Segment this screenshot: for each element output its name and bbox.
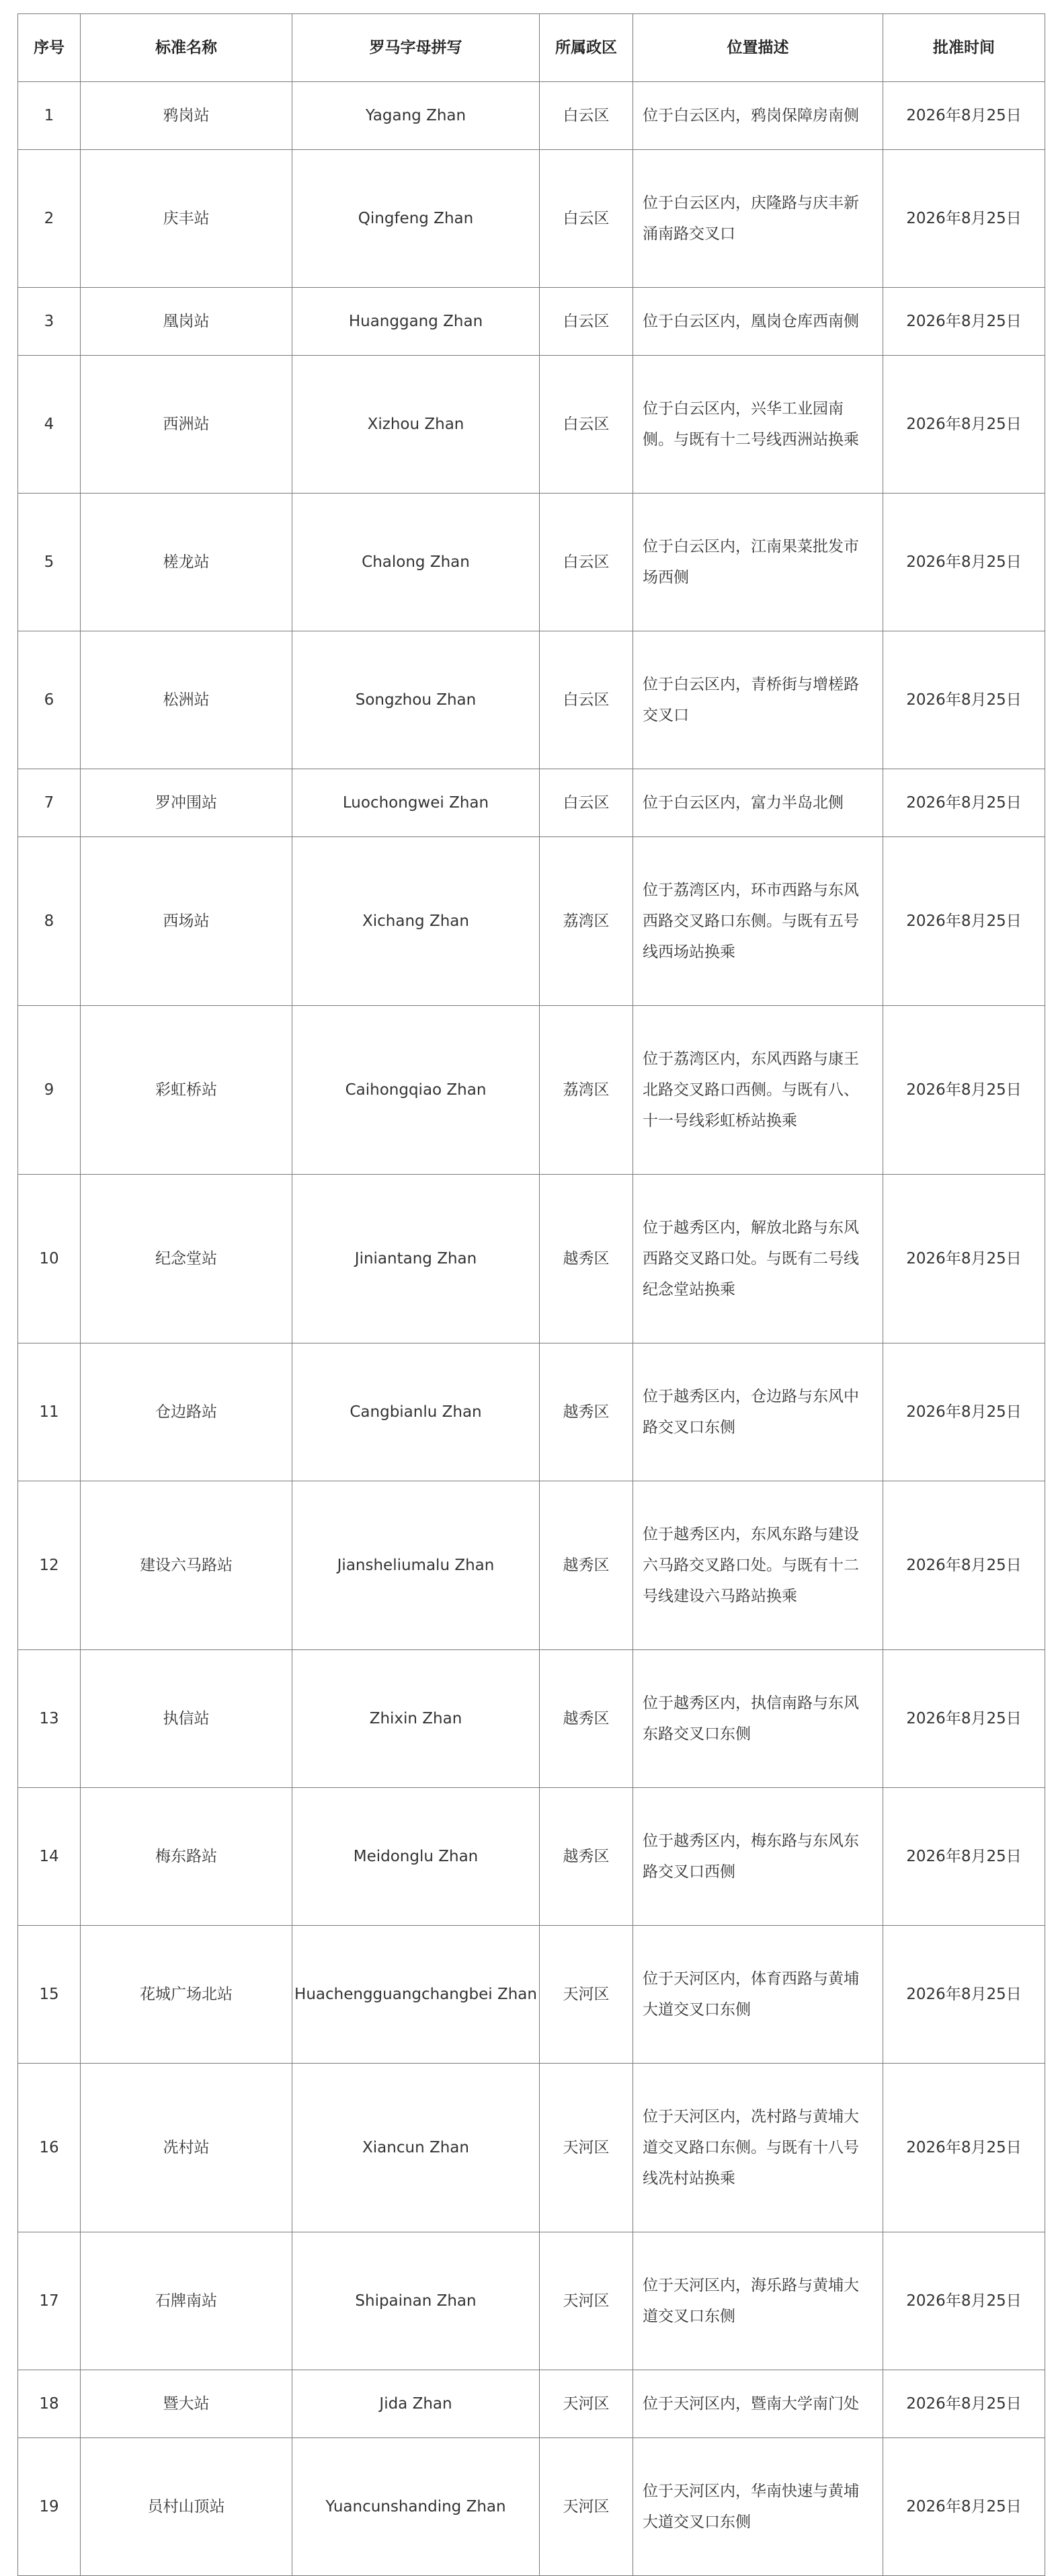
cell-roman: Luochongwei Zhan <box>292 769 540 837</box>
cell-roman: Jiansheliumalu Zhan <box>292 1481 540 1650</box>
cell-district: 天河区 <box>540 2232 633 2370</box>
table-row <box>18 288 1045 356</box>
table-header-row <box>18 14 1045 82</box>
cell-roman: Jida Zhan <box>292 2370 540 2438</box>
cell-district: 越秀区 <box>540 1175 633 1343</box>
cell-location: 位于白云区内，青桥街与增槎路交叉口 <box>633 631 883 769</box>
cell-roman: Caihongqiao Zhan <box>292 1006 540 1175</box>
cell-roman: Zhixin Zhan <box>292 1650 540 1788</box>
cell-location: 位于白云区内，兴华工业园南侧。与既有十二号线西洲站换乘 <box>633 356 883 494</box>
cell-index: 6 <box>18 631 81 769</box>
cell-approval: 2026年8月25日 <box>883 2438 1045 2576</box>
header-location: 位置描述 <box>633 14 883 82</box>
cell-location: 位于白云区内，庆隆路与庆丰新涌南路交叉口 <box>633 150 883 288</box>
cell-approval: 2026年8月25日 <box>883 1006 1045 1175</box>
cell-index: 5 <box>18 494 81 631</box>
cell-district: 天河区 <box>540 2370 633 2438</box>
cell-approval: 2026年8月25日 <box>883 82 1045 150</box>
cell-name: 员村山顶站 <box>81 2438 292 2576</box>
cell-index: 17 <box>18 2232 81 2370</box>
table-row <box>18 1006 1045 1175</box>
cell-approval: 2026年8月25日 <box>883 2064 1045 2232</box>
header-district: 所属政区 <box>540 14 633 82</box>
table-row <box>18 837 1045 1006</box>
cell-approval: 2026年8月25日 <box>883 769 1045 837</box>
cell-name: 凰岗站 <box>81 288 292 356</box>
cell-location: 位于越秀区内，梅东路与东风东路交叉口西侧 <box>633 1788 883 1926</box>
cell-roman: Shipainan Zhan <box>292 2232 540 2370</box>
header-approval: 批准时间 <box>883 14 1045 82</box>
table-row <box>18 494 1045 631</box>
cell-roman: Cangbianlu Zhan <box>292 1343 540 1481</box>
cell-location: 位于天河区内，体育西路与黄埔大道交叉口东侧 <box>633 1926 883 2064</box>
cell-approval: 2026年8月25日 <box>883 1343 1045 1481</box>
cell-location: 位于白云区内，鸦岗保障房南侧 <box>633 82 883 150</box>
cell-district: 白云区 <box>540 494 633 631</box>
cell-location: 位于荔湾区内，东风西路与康王北路交叉路口西侧。与既有八、十一号线彩虹桥站换乘 <box>633 1006 883 1175</box>
cell-approval: 2026年8月25日 <box>883 494 1045 631</box>
cell-name: 西洲站 <box>81 356 292 494</box>
cell-index: 4 <box>18 356 81 494</box>
cell-index: 12 <box>18 1481 81 1650</box>
station-names-table-container <box>17 13 1045 2576</box>
cell-name: 冼村站 <box>81 2064 292 2232</box>
cell-district: 天河区 <box>540 2064 633 2232</box>
cell-approval: 2026年8月25日 <box>883 2370 1045 2438</box>
cell-name: 西场站 <box>81 837 292 1006</box>
header-roman: 罗马字母拼写 <box>292 14 540 82</box>
cell-index: 10 <box>18 1175 81 1343</box>
table-row <box>18 1788 1045 1926</box>
cell-index: 2 <box>18 150 81 288</box>
table-row <box>18 1481 1045 1650</box>
cell-index: 16 <box>18 2064 81 2232</box>
table-row <box>18 356 1045 494</box>
cell-index: 1 <box>18 82 81 150</box>
cell-district: 天河区 <box>540 2438 633 2576</box>
cell-location: 位于白云区内，江南果菜批发市场西侧 <box>633 494 883 631</box>
cell-index: 18 <box>18 2370 81 2438</box>
cell-district: 白云区 <box>540 769 633 837</box>
cell-approval: 2026年8月25日 <box>883 1650 1045 1788</box>
cell-location: 位于白云区内，富力半岛北侧 <box>633 769 883 837</box>
cell-name: 花城广场北站 <box>81 1926 292 2064</box>
cell-district: 荔湾区 <box>540 1006 633 1175</box>
table-row <box>18 1926 1045 2064</box>
cell-index: 9 <box>18 1006 81 1175</box>
cell-name: 暨大站 <box>81 2370 292 2438</box>
cell-roman: Xiancun Zhan <box>292 2064 540 2232</box>
cell-roman: Chalong Zhan <box>292 494 540 631</box>
cell-location: 位于天河区内，华南快速与黄埔大道交叉口东侧 <box>633 2438 883 2576</box>
cell-name: 槎龙站 <box>81 494 292 631</box>
cell-district: 荔湾区 <box>540 837 633 1006</box>
cell-roman: Songzhou Zhan <box>292 631 540 769</box>
cell-index: 7 <box>18 769 81 837</box>
header-name: 标准名称 <box>81 14 292 82</box>
table-body <box>18 82 1045 2576</box>
cell-district: 越秀区 <box>540 1650 633 1788</box>
cell-name: 彩虹桥站 <box>81 1006 292 1175</box>
cell-location: 位于白云区内，凰岗仓库西南侧 <box>633 288 883 356</box>
station-names-table <box>17 13 1045 2576</box>
cell-approval: 2026年8月25日 <box>883 150 1045 288</box>
cell-approval: 2026年8月25日 <box>883 1926 1045 2064</box>
cell-district: 越秀区 <box>540 1481 633 1650</box>
cell-index: 11 <box>18 1343 81 1481</box>
table-row <box>18 82 1045 150</box>
cell-district: 白云区 <box>540 631 633 769</box>
cell-approval: 2026年8月25日 <box>883 356 1045 494</box>
cell-location: 位于天河区内，冼村路与黄埔大道交叉路口东侧。与既有十八号线冼村站换乘 <box>633 2064 883 2232</box>
table-row <box>18 1343 1045 1481</box>
cell-district: 白云区 <box>540 288 633 356</box>
cell-location: 位于越秀区内，执信南路与东风东路交叉口东侧 <box>633 1650 883 1788</box>
cell-index: 19 <box>18 2438 81 2576</box>
cell-district: 天河区 <box>540 1926 633 2064</box>
cell-approval: 2026年8月25日 <box>883 631 1045 769</box>
cell-location: 位于越秀区内，解放北路与东风西路交叉路口处。与既有二号线纪念堂站换乘 <box>633 1175 883 1343</box>
cell-name: 罗冲围站 <box>81 769 292 837</box>
cell-name: 松洲站 <box>81 631 292 769</box>
table-row <box>18 769 1045 837</box>
cell-district: 越秀区 <box>540 1788 633 1926</box>
cell-district: 白云区 <box>540 150 633 288</box>
cell-roman: Meidonglu Zhan <box>292 1788 540 1926</box>
header-index: 序号 <box>18 14 81 82</box>
table-row <box>18 631 1045 769</box>
cell-roman: Xizhou Zhan <box>292 356 540 494</box>
cell-approval: 2026年8月25日 <box>883 1788 1045 1926</box>
cell-name: 鸦岗站 <box>81 82 292 150</box>
cell-roman: Huachengguangchangbei Zhan <box>292 1926 540 2064</box>
cell-approval: 2026年8月25日 <box>883 1481 1045 1650</box>
cell-index: 15 <box>18 1926 81 2064</box>
table-row <box>18 2064 1045 2232</box>
cell-roman: Huanggang Zhan <box>292 288 540 356</box>
cell-approval: 2026年8月25日 <box>883 288 1045 356</box>
table-row <box>18 2438 1045 2576</box>
cell-district: 白云区 <box>540 356 633 494</box>
cell-location: 位于荔湾区内，环市西路与东风西路交叉路口东侧。与既有五号线西场站换乘 <box>633 837 883 1006</box>
table-row <box>18 2232 1045 2370</box>
cell-name: 梅东路站 <box>81 1788 292 1926</box>
table-row <box>18 1175 1045 1343</box>
cell-location: 位于天河区内，海乐路与黄埔大道交叉口东侧 <box>633 2232 883 2370</box>
cell-approval: 2026年8月25日 <box>883 2232 1045 2370</box>
table-row <box>18 2370 1045 2438</box>
cell-name: 石牌南站 <box>81 2232 292 2370</box>
cell-location: 位于越秀区内，仓边路与东风中路交叉口东侧 <box>633 1343 883 1481</box>
cell-location: 位于越秀区内，东风东路与建设六马路交叉路口处。与既有十二号线建设六马路站换乘 <box>633 1481 883 1650</box>
cell-name: 纪念堂站 <box>81 1175 292 1343</box>
cell-location: 位于天河区内，暨南大学南门处 <box>633 2370 883 2438</box>
cell-roman: Jiniantang Zhan <box>292 1175 540 1343</box>
cell-name: 庆丰站 <box>81 150 292 288</box>
cell-index: 14 <box>18 1788 81 1926</box>
table-row <box>18 150 1045 288</box>
cell-name: 执信站 <box>81 1650 292 1788</box>
cell-approval: 2026年8月25日 <box>883 1175 1045 1343</box>
cell-roman: Qingfeng Zhan <box>292 150 540 288</box>
table-row <box>18 1650 1045 1788</box>
cell-district: 越秀区 <box>540 1343 633 1481</box>
cell-roman: Xichang Zhan <box>292 837 540 1006</box>
cell-index: 8 <box>18 837 81 1006</box>
cell-index: 3 <box>18 288 81 356</box>
cell-name: 仓边路站 <box>81 1343 292 1481</box>
cell-name: 建设六马路站 <box>81 1481 292 1650</box>
cell-index: 13 <box>18 1650 81 1788</box>
cell-roman: Yagang Zhan <box>292 82 540 150</box>
cell-district: 白云区 <box>540 82 633 150</box>
cell-approval: 2026年8月25日 <box>883 837 1045 1006</box>
cell-roman: Yuancunshanding Zhan <box>292 2438 540 2576</box>
